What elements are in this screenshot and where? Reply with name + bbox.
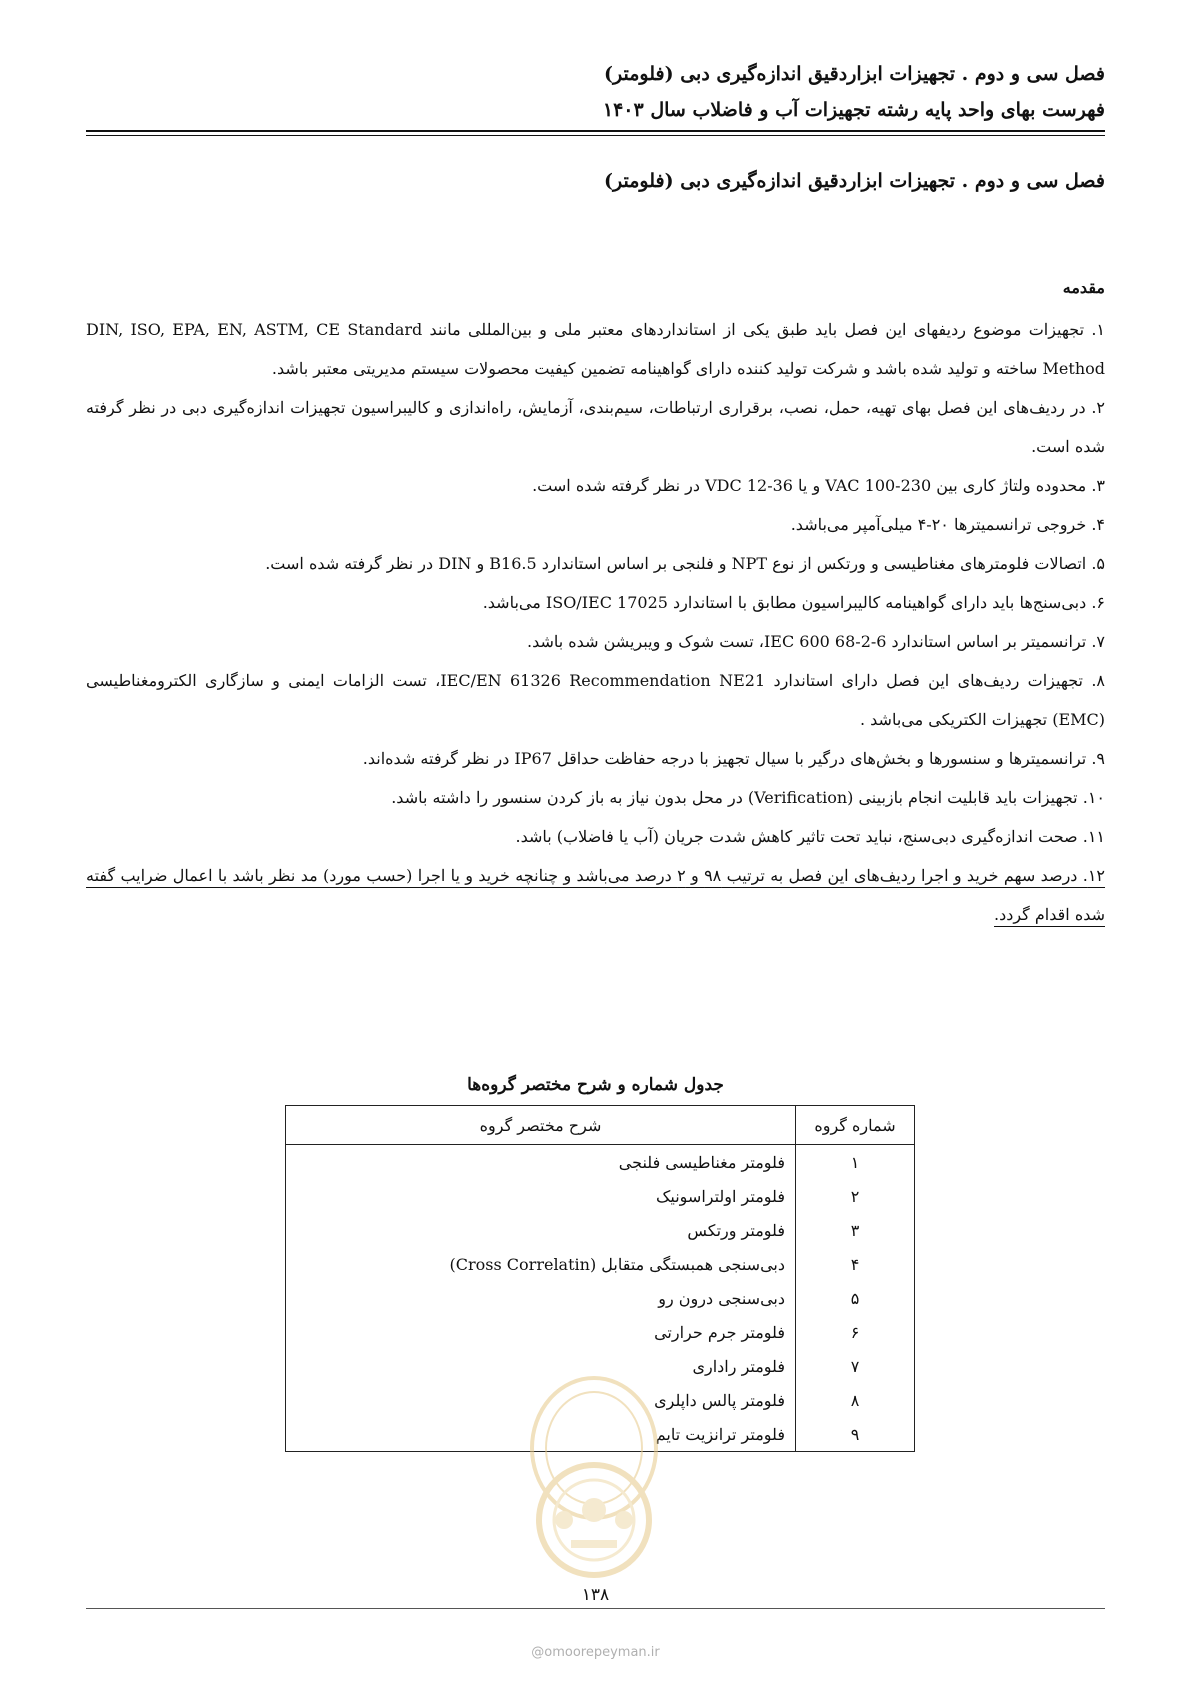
group-description: فلومتر ترانزیت تایم [286,1417,796,1452]
group-description: دبی‌سنجی درون رو [286,1281,796,1315]
group-number: ۳ [796,1213,915,1247]
group-number: ۱ [796,1145,915,1180]
group-description: فلومتر راداری [286,1349,796,1383]
intro-item: ۳. محدوده ولتاژ کاری بین VAC 100-230 و یا VDC 12-36 در نظر گرفته شده است. [532,476,1105,495]
table-row [286,1145,915,1180]
intro-heading: مقدمه [1062,278,1105,297]
group-number: ۴ [796,1247,915,1281]
group-description: فلومتر مغناطیسی فلنجی [286,1145,796,1180]
table-row [286,1179,915,1213]
header-rule-thick [86,130,1105,132]
document-page [86,0,1105,1685]
website-watermark: @omoorepeyman.ir [531,1645,660,1660]
intro-item: ۲. در ردیف‌های این فصل بهای تهیه، حمل، نصب، برقراری ارتباطات، سیم‌بندی، آزمایش، راه‌اندازی و کالیبراسیون تجهیزات اندازه‌گیری دبی در نظر گرفته شده است. [86,398,1105,456]
col-header-number: شماره گروه [796,1106,915,1145]
table-row [286,1247,915,1281]
watermark-seal-icon [509,1370,679,1585]
group-number: ۹ [796,1417,915,1452]
intro-item: ۱۱. صحت اندازه‌گیری دبی‌سنج، نباید تحت تاثیر کاهش شدت جریان (آب یا فاضلاب) باشد. [515,827,1105,846]
header-price-list-title: فهرست بهای واحد پایه رشته تجهیزات آب و فاضلاب سال ۱۴۰۳ [602,99,1105,121]
col-header-description: شرح مختصر گروه [286,1106,796,1145]
intro-item: ۷. ترانسمیتر بر اساس استاندارد IEC 600 68-2-6، تست شوک و ویبریشن شده باشد. [526,632,1105,651]
footer-rule [86,1608,1105,1609]
group-number: ۸ [796,1383,915,1417]
group-number: ۲ [796,1179,915,1213]
intro-item-underlined: ۱۲. درصد سهم خرید و اجرا ردیف‌های این فصل به ترتیب ۹۸ و ۲ درصد می‌باشد و چنانچه خرید و یا اجرا (حسب مورد) مد نظر باشد با اعمال ضرایب گفته شده اقدام گردد. [86,866,1106,924]
chapter-title: فصل سی و دوم . تجهیزات ابزاردقیق اندازه‌گیری دبی (فلومتر) [604,170,1105,192]
group-number: ۵ [796,1281,915,1315]
page-number: ۱۳۸ [581,1585,610,1605]
group-description: فلومتر جرم حرارتی [286,1315,796,1349]
intro-item: ۴. خروجی ترانسمیترها ۲۰-۴ میلی‌آمپر می‌باشد. [790,515,1105,534]
group-number: ۷ [796,1349,915,1383]
intro-item: ۶. دبی‌سنج‌ها باید دارای گواهینامه کالیبراسیون مطابق با استاندارد ISO/IEC 17025 می‌باشد. [482,593,1105,612]
table-row [286,1213,915,1247]
table-row [286,1315,915,1349]
table-row [286,1281,915,1315]
intro-item: ۵. اتصالات فلومترهای مغناطیسی و ورتکس از نوع NPT و فلنجی بر اساس استاندارد B16.5 و DIN در نظر گرفته شده است. [265,554,1105,573]
group-description: دبی‌سنجی همبستگی متقابل (Cross Correlatin) [286,1247,796,1281]
header-rule-thin [86,135,1105,136]
intro-item: ۸. تجهیزات ردیف‌های این فصل دارای استاندارد IEC/EN 61326 Recommendation NE21، تست الزامات ایمنی و سازگاری الکترومغناطیسی (EMC) تجهیزات الکتریکی می‌باشد . [86,671,1106,729]
group-table-title: جدول شماره و شرح مختصر گروه‌ها [467,1075,724,1095]
group-description: فلومتر پالس داپلری [286,1383,796,1417]
header-chapter-title: فصل سی و دوم . تجهیزات ابزاردقیق اندازه‌گیری دبی (فلومتر) [604,63,1105,85]
group-number: ۶ [796,1315,915,1349]
intro-item: ۱. تجهیزات موضوع ردیفهای این فصل باید طبق یکی از استانداردهای معتبر ملی و بین‌المللی مانند DIN, ISO, EPA, EN, ASTM, CE Standard Method ساخته و تولید شده باشد و شرکت تولید کننده دارای گواهینامه تضمین کیفیت محصولات سیستم مدیریتی معتبر باشد. [86,320,1105,378]
intro-item: ۹. ترانسمیترها و سنسورها و بخش‌های درگیر با سیال تجهیز با درجه حفاظت حداقل IP67 در نظر گرفته شده‌اند. [362,749,1105,768]
intro-item: ۱۰. تجهیزات باید قابلیت انجام بازبینی (Verification) در محل بدون نیاز به باز کردن سنسور را داشته باشد. [391,788,1105,807]
intro-items [86,310,1105,934]
group-description: فلومتر ورتکس [286,1213,796,1247]
group-description: فلومتر اولتراسونیک [286,1179,796,1213]
